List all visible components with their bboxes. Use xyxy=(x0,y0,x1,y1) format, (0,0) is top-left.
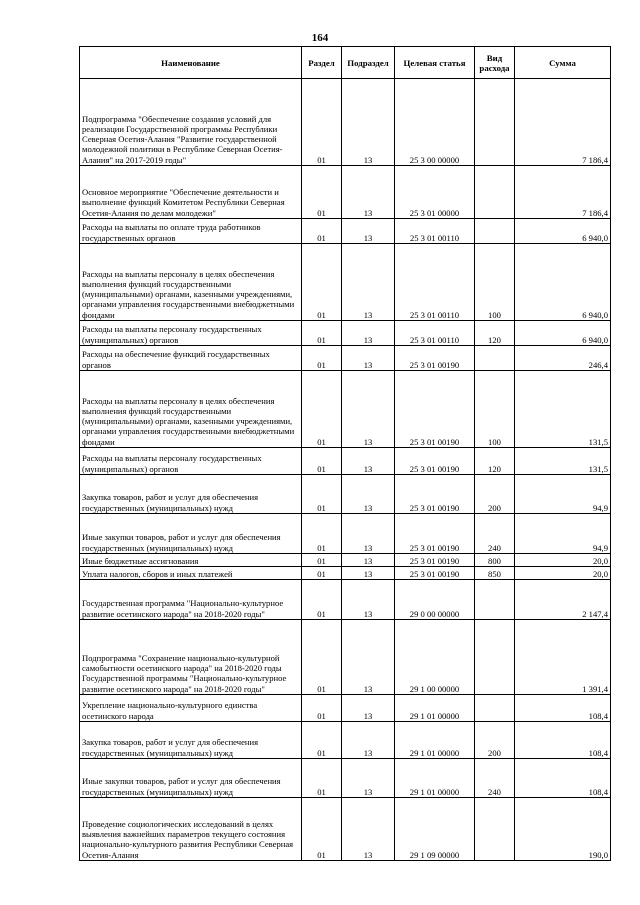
table-row xyxy=(80,346,611,371)
table-row xyxy=(80,620,611,695)
row-type xyxy=(475,798,515,861)
row-type: 120 xyxy=(475,321,515,346)
row-section: 01 xyxy=(302,722,342,759)
row-subsection: 13 xyxy=(342,722,395,759)
row-target: 29 1 00 00000 xyxy=(395,620,475,695)
row-section: 01 xyxy=(302,219,342,244)
row-subsection: 13 xyxy=(342,321,395,346)
header-section: Раздел xyxy=(302,47,342,79)
row-section: 01 xyxy=(302,321,342,346)
row-name: Укрепление национально-культурного единства осетинского народа xyxy=(80,695,302,722)
row-section: 01 xyxy=(302,567,342,580)
row-sum: 7 186,4 xyxy=(515,79,611,166)
header-subsection: Подраздел xyxy=(342,47,395,79)
row-name: Закупка товаров, работ и услуг для обеспечения государственных (муниципальных) нужд xyxy=(80,722,302,759)
row-target: 25 3 01 00110 xyxy=(395,321,475,346)
row-subsection: 13 xyxy=(342,79,395,166)
row-subsection: 13 xyxy=(342,580,395,620)
row-section: 01 xyxy=(302,475,342,514)
row-section: 01 xyxy=(302,371,342,448)
row-name: Расходы на обеспечение функций государственных органов xyxy=(80,346,302,371)
table-row xyxy=(80,79,611,166)
row-target: 25 3 00 00000 xyxy=(395,79,475,166)
row-subsection: 13 xyxy=(342,567,395,580)
table-row xyxy=(80,567,611,580)
table-row xyxy=(80,166,611,219)
table-row xyxy=(80,321,611,346)
row-name: Закупка товаров, работ и услуг для обеспечения государственных (муниципальных) нужд xyxy=(80,475,302,514)
row-target: 25 3 01 00110 xyxy=(395,244,475,321)
row-type xyxy=(475,346,515,371)
row-name: Основное мероприятие "Обеспечение деятельности и выполнение функций Комитетом Республики Северная Осетия-Алания по делам молодежи" xyxy=(80,166,302,219)
budget-table xyxy=(79,46,611,861)
table-row xyxy=(80,371,611,448)
row-target: 25 3 01 00000 xyxy=(395,166,475,219)
row-sum: 190,0 xyxy=(515,798,611,861)
row-name: Расходы на выплаты персоналу в целях обеспечения выполнения функций государственными (муниципальными) органами, казенными учреждениями, органами управления государственными внебюджетными фондами xyxy=(80,244,302,321)
table-row xyxy=(80,798,611,861)
row-name: Подпрограмма "Обеспечение создания условий для реализации Государственной программы Республики Северная Осетия-Алания "Развитие государственной молодежной политики в Республике Северная Осетия-Алания" на 2017-2019 годы" xyxy=(80,79,302,166)
row-sum: 6 940,0 xyxy=(515,244,611,321)
row-sum: 131,5 xyxy=(515,448,611,475)
table-row xyxy=(80,219,611,244)
row-section: 01 xyxy=(302,166,342,219)
table-row xyxy=(80,580,611,620)
row-sum: 6 940,0 xyxy=(515,219,611,244)
row-target: 25 3 01 00190 xyxy=(395,554,475,567)
row-subsection: 13 xyxy=(342,448,395,475)
row-sum: 108,4 xyxy=(515,759,611,798)
row-type xyxy=(475,166,515,219)
row-subsection: 13 xyxy=(342,475,395,514)
row-sum: 6 940,0 xyxy=(515,321,611,346)
row-sum: 20,0 xyxy=(515,567,611,580)
row-target: 29 0 00 00000 xyxy=(395,580,475,620)
row-sum: 1 391,4 xyxy=(515,620,611,695)
row-type xyxy=(475,79,515,166)
row-target: 29 1 01 00000 xyxy=(395,722,475,759)
row-name: Расходы на выплаты персоналу государственных (муниципальных) органов xyxy=(80,321,302,346)
row-subsection: 13 xyxy=(342,695,395,722)
row-type: 120 xyxy=(475,448,515,475)
row-subsection: 13 xyxy=(342,219,395,244)
row-sum: 108,4 xyxy=(515,722,611,759)
row-type: 200 xyxy=(475,475,515,514)
row-type xyxy=(475,580,515,620)
row-name: Подпрограмма "Сохранение национально-культурной самобытности осетинского народа" на 2018-2020 годы Государственной программы "Национально-культурное развитие осетинского народа" на 2018-2020 годы" xyxy=(80,620,302,695)
row-name: Государственная программа "Национально-культурное развитие осетинского народа" на 2018-2020 годы" xyxy=(80,580,302,620)
row-subsection: 13 xyxy=(342,244,395,321)
row-subsection: 13 xyxy=(342,798,395,861)
row-subsection: 13 xyxy=(342,371,395,448)
row-sum: 246,4 xyxy=(515,346,611,371)
row-section: 01 xyxy=(302,759,342,798)
row-type xyxy=(475,219,515,244)
row-target: 25 3 01 00190 xyxy=(395,371,475,448)
row-type: 850 xyxy=(475,567,515,580)
row-target: 25 3 01 00190 xyxy=(395,475,475,514)
row-subsection: 13 xyxy=(342,514,395,554)
row-section: 01 xyxy=(302,798,342,861)
row-sum: 131,5 xyxy=(515,371,611,448)
table-row xyxy=(80,514,611,554)
row-name: Иные бюджетные ассигнования xyxy=(80,554,302,567)
row-name: Проведение социологических исследований в целях выявления важнейших параметров текущего состояния национально-культурного развития Республики Северная Осетия-Алания xyxy=(80,798,302,861)
row-type xyxy=(475,695,515,722)
row-type: 100 xyxy=(475,244,515,321)
row-section: 01 xyxy=(302,554,342,567)
row-sum: 2 147,4 xyxy=(515,580,611,620)
row-name: Расходы на выплаты персоналу государственных (муниципальных) органов xyxy=(80,448,302,475)
row-target: 29 1 01 00000 xyxy=(395,759,475,798)
row-type: 200 xyxy=(475,722,515,759)
row-name: Иные закупки товаров, работ и услуг для обеспечения государственных (муниципальных) нужд xyxy=(80,514,302,554)
row-type: 240 xyxy=(475,514,515,554)
row-subsection: 13 xyxy=(342,620,395,695)
row-target: 25 3 01 00190 xyxy=(395,448,475,475)
row-type: 800 xyxy=(475,554,515,567)
row-sum: 94,9 xyxy=(515,475,611,514)
row-section: 01 xyxy=(302,244,342,321)
row-section: 01 xyxy=(302,620,342,695)
row-target: 25 3 01 00110 xyxy=(395,219,475,244)
row-section: 01 xyxy=(302,79,342,166)
table-row xyxy=(80,722,611,759)
table-row xyxy=(80,448,611,475)
header-target: Целевая статья xyxy=(395,47,475,79)
row-target: 25 3 01 00190 xyxy=(395,567,475,580)
row-name: Уплата налогов, сборов и иных платежей xyxy=(80,567,302,580)
row-subsection: 13 xyxy=(342,554,395,567)
row-sum: 94,9 xyxy=(515,514,611,554)
table-row xyxy=(80,554,611,567)
row-section: 01 xyxy=(302,695,342,722)
row-target: 29 1 01 00000 xyxy=(395,695,475,722)
row-sum: 7 186,4 xyxy=(515,166,611,219)
row-sum: 20,0 xyxy=(515,554,611,567)
row-sum: 108,4 xyxy=(515,695,611,722)
row-subsection: 13 xyxy=(342,759,395,798)
row-section: 01 xyxy=(302,580,342,620)
row-subsection: 13 xyxy=(342,166,395,219)
row-target: 29 1 09 00000 xyxy=(395,798,475,861)
header-type: Вид расхода xyxy=(475,47,515,79)
header-name: Наименование xyxy=(80,47,302,79)
row-section: 01 xyxy=(302,346,342,371)
row-type: 240 xyxy=(475,759,515,798)
table-row xyxy=(80,759,611,798)
header-row xyxy=(80,47,611,79)
table-row xyxy=(80,475,611,514)
row-type: 100 xyxy=(475,371,515,448)
row-section: 01 xyxy=(302,448,342,475)
row-target: 25 3 01 00190 xyxy=(395,346,475,371)
row-section: 01 xyxy=(302,514,342,554)
page-number: 164 xyxy=(311,32,329,44)
table-row xyxy=(80,695,611,722)
row-name: Расходы на выплаты по оплате труда работников государственных органов xyxy=(80,219,302,244)
row-name: Иные закупки товаров, работ и услуг для обеспечения государственных (муниципальных) нужд xyxy=(80,759,302,798)
row-subsection: 13 xyxy=(342,346,395,371)
header-sum: Сумма xyxy=(515,47,611,79)
row-name: Расходы на выплаты персоналу в целях обеспечения выполнения функций государственными (муниципальными) органами, казенными учреждениями, органами управления государственными внебюджетными фондами xyxy=(80,371,302,448)
row-type xyxy=(475,620,515,695)
row-target: 25 3 01 00190 xyxy=(395,514,475,554)
table-row xyxy=(80,244,611,321)
